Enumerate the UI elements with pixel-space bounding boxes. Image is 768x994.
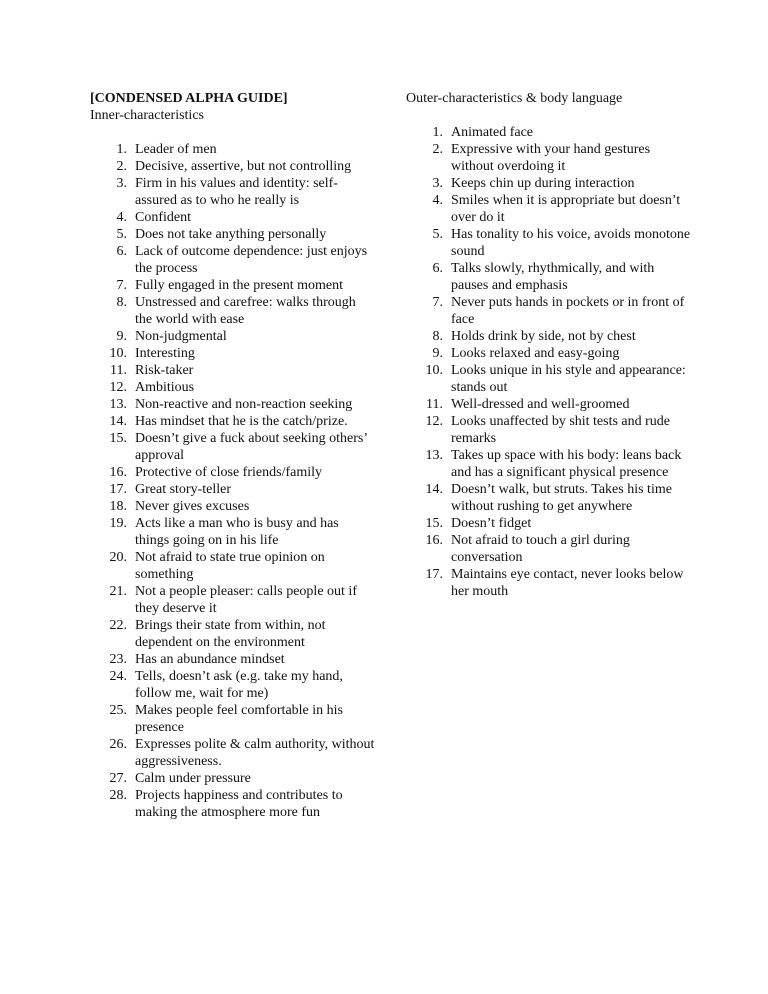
list-item-text: Looks unaffected by shit tests and rude remarks (451, 414, 671, 446)
list-item-number: 15. (425, 516, 443, 531)
inner-characteristic-item (90, 481, 375, 498)
list-item-number: 6. (116, 244, 127, 259)
document-title: [CONDENSED ALPHA GUIDE] (90, 91, 288, 106)
list-item-text: Brings their state from within, not dependent on the environment (135, 618, 326, 650)
inner-characteristic-item (90, 430, 375, 464)
list-item-number: 7. (432, 295, 443, 310)
outer-characteristic-item (406, 447, 691, 481)
list-item-text: Expresses polite & calm authority, without aggressiveness. (135, 737, 375, 769)
outer-characteristic-item (406, 260, 691, 294)
list-item-number: 12. (109, 380, 127, 395)
outer-characteristic-item (406, 362, 691, 396)
inner-characteristic-item (90, 379, 375, 396)
inner-characteristic-item (90, 175, 375, 209)
list-item-number: 18. (109, 499, 127, 514)
inner-characteristics-list (90, 141, 375, 821)
list-item-text: Firm in his values and identity: self-assured as to who he really is (135, 176, 338, 208)
inner-characteristic-item (90, 243, 375, 277)
list-item-text: Acts like a man who is busy and has things going on in his life (135, 516, 339, 548)
list-item-number: 14. (109, 414, 127, 429)
list-item-text: Protective of close friends/family (135, 465, 322, 480)
inner-characteristic-item (90, 702, 375, 736)
list-item-text: Expressive with your hand gestures without overdoing it (451, 142, 651, 174)
list-item-text: Takes up space with his body: leans back and has a significant physical presence (451, 448, 682, 480)
list-item-number: 9. (432, 346, 443, 361)
list-item-number: 13. (425, 448, 443, 463)
inner-characteristic-item (90, 736, 375, 770)
inner-column (90, 90, 375, 821)
inner-characteristic-item (90, 770, 375, 787)
list-item-number: 28. (109, 788, 127, 803)
list-item-number: 16. (109, 465, 127, 480)
outer-characteristic-item (406, 226, 691, 260)
outer-characteristic-item (406, 294, 691, 328)
list-item-number: 27. (109, 771, 127, 786)
list-item-text: Doesn’t give a fuck about seeking others’ approval (135, 431, 367, 463)
list-item-number: 22. (109, 618, 127, 633)
inner-characteristic-item (90, 209, 375, 226)
outer-characteristic-item (406, 396, 691, 413)
list-item-text: Unstressed and carefree: walks through the world with ease (135, 295, 356, 327)
list-item-text: Has mindset that he is the catch/prize. (135, 414, 348, 429)
outer-characteristic-item (406, 141, 691, 175)
list-item-number: 9. (116, 329, 127, 344)
list-item-text: Not afraid to touch a girl during conversation (451, 533, 630, 565)
list-item-text: Tells, doesn’t ask (e.g. take my hand, follow me, wait for me) (135, 669, 343, 701)
list-item-text: Projects happiness and contributes to making the atmosphere more fun (135, 788, 343, 820)
list-item-text: Has an abundance mindset (135, 652, 285, 667)
list-item-text: Non-judgmental (135, 329, 227, 344)
list-item-text: Not afraid to state true opinion on something (135, 550, 325, 582)
list-item-number: 2. (432, 142, 443, 157)
inner-characteristic-item (90, 583, 375, 617)
inner-characteristic-item (90, 294, 375, 328)
list-item-text: Looks relaxed and easy-going (451, 346, 620, 361)
list-item-number: 26. (109, 737, 127, 752)
outer-characteristic-item (406, 124, 691, 141)
inner-characteristic-item (90, 158, 375, 175)
list-item-number: 4. (116, 210, 127, 225)
list-item-text: Leader of men (135, 142, 217, 157)
list-item-number: 1. (116, 142, 127, 157)
list-item-text: Doesn’t fidget (451, 516, 532, 531)
list-item-text: Risk-taker (135, 363, 194, 378)
list-item-number: 10. (425, 363, 443, 378)
inner-characteristic-item (90, 277, 375, 294)
inner-characteristic-item (90, 498, 375, 515)
outer-characteristic-item (406, 566, 691, 600)
list-item-text: Confident (135, 210, 191, 225)
list-item-text: Animated face (451, 125, 534, 140)
inner-characteristic-item (90, 651, 375, 668)
list-item-number: 8. (116, 295, 127, 310)
list-item-number: 6. (432, 261, 443, 276)
list-item-text: Smiles when it is appropriate but doesn’t over do it (451, 193, 681, 225)
inner-characteristic-item (90, 464, 375, 481)
list-item-text: Holds drink by side, not by chest (451, 329, 636, 344)
list-item-number: 19. (109, 516, 127, 531)
list-item-number: 17. (425, 567, 443, 582)
list-item-number: 1. (432, 125, 443, 140)
inner-characteristic-item (90, 617, 375, 651)
inner-characteristic-item (90, 141, 375, 158)
list-item-text: Calm under pressure (135, 771, 251, 786)
outer-characteristic-item (406, 515, 691, 532)
list-item-number: 12. (425, 414, 443, 429)
list-item-text: Maintains eye contact, never looks below her mouth (451, 567, 684, 599)
list-item-text: Well-dressed and well-groomed (451, 397, 630, 412)
list-item-text: Does not take anything personally (135, 227, 327, 242)
list-item-text: Lack of outcome dependence: just enjoys the process (135, 244, 368, 276)
list-item-number: 24. (109, 669, 127, 684)
list-item-number: 2. (116, 159, 127, 174)
list-item-text: Keeps chin up during interaction (451, 176, 635, 191)
inner-section-heading: Inner-characteristics (90, 108, 204, 123)
list-item-text: Great story-teller (135, 482, 232, 497)
list-item-number: 3. (432, 176, 443, 191)
list-item-number: 4. (432, 193, 443, 208)
list-item-text: Not a people pleaser: calls people out if they deserve it (135, 584, 357, 616)
outer-characteristic-item (406, 532, 691, 566)
outer-characteristic-item (406, 192, 691, 226)
outer-characteristic-item (406, 175, 691, 192)
list-item-number: 25. (109, 703, 127, 718)
list-item-number: 3. (116, 176, 127, 191)
list-item-number: 16. (425, 533, 443, 548)
list-item-number: 23. (109, 652, 127, 667)
list-item-text: Non-reactive and non-reaction seeking (135, 397, 353, 412)
list-item-number: 14. (425, 482, 443, 497)
list-item-number: 17. (109, 482, 127, 497)
outer-characteristic-item (406, 345, 691, 362)
list-item-number: 5. (432, 227, 443, 242)
list-item-text: Talks slowly, rhythmically, and with pauses and emphasis (451, 261, 655, 293)
list-item-text: Interesting (135, 346, 195, 361)
list-item-text: Ambitious (135, 380, 195, 395)
list-item-number: 20. (109, 550, 127, 565)
inner-characteristic-item (90, 515, 375, 549)
list-item-number: 15. (109, 431, 127, 446)
inner-characteristic-item (90, 328, 375, 345)
outer-column (406, 90, 691, 600)
outer-section-heading: Outer-characteristics & body language (406, 91, 623, 106)
list-item-number: 5. (116, 227, 127, 242)
list-item-number: 8. (432, 329, 443, 344)
list-item-number: 7. (116, 278, 127, 293)
inner-characteristic-item (90, 226, 375, 243)
list-item-number: 11. (426, 397, 443, 412)
list-item-text: Never gives excuses (135, 499, 250, 514)
list-item-text: Has tonality to his voice, avoids monotone sound (451, 227, 691, 259)
inner-characteristic-item (90, 362, 375, 379)
outer-characteristics-list (406, 124, 691, 600)
inner-characteristic-item (90, 396, 375, 413)
list-item-text: Doesn’t walk, but struts. Takes his time without rushing to get anywhere (451, 482, 672, 514)
inner-characteristic-item (90, 787, 375, 821)
outer-characteristic-item (406, 481, 691, 515)
inner-characteristic-item (90, 413, 375, 430)
list-item-number: 21. (109, 584, 127, 599)
list-item-text: Decisive, assertive, but not controlling (135, 159, 352, 174)
list-item-text: Never puts hands in pockets or in front of face (451, 295, 685, 327)
list-item-text: Looks unique in his style and appearance: stands out (451, 363, 686, 395)
inner-characteristic-item (90, 549, 375, 583)
list-item-text: Makes people feel comfortable in his presence (135, 703, 343, 735)
list-item-number: 11. (110, 363, 127, 378)
list-item-number: 10. (109, 346, 127, 361)
list-item-text: Fully engaged in the present moment (135, 278, 344, 293)
outer-characteristic-item (406, 413, 691, 447)
inner-characteristic-item (90, 668, 375, 702)
outer-characteristic-item (406, 328, 691, 345)
inner-characteristic-item (90, 345, 375, 362)
list-item-number: 13. (109, 397, 127, 412)
